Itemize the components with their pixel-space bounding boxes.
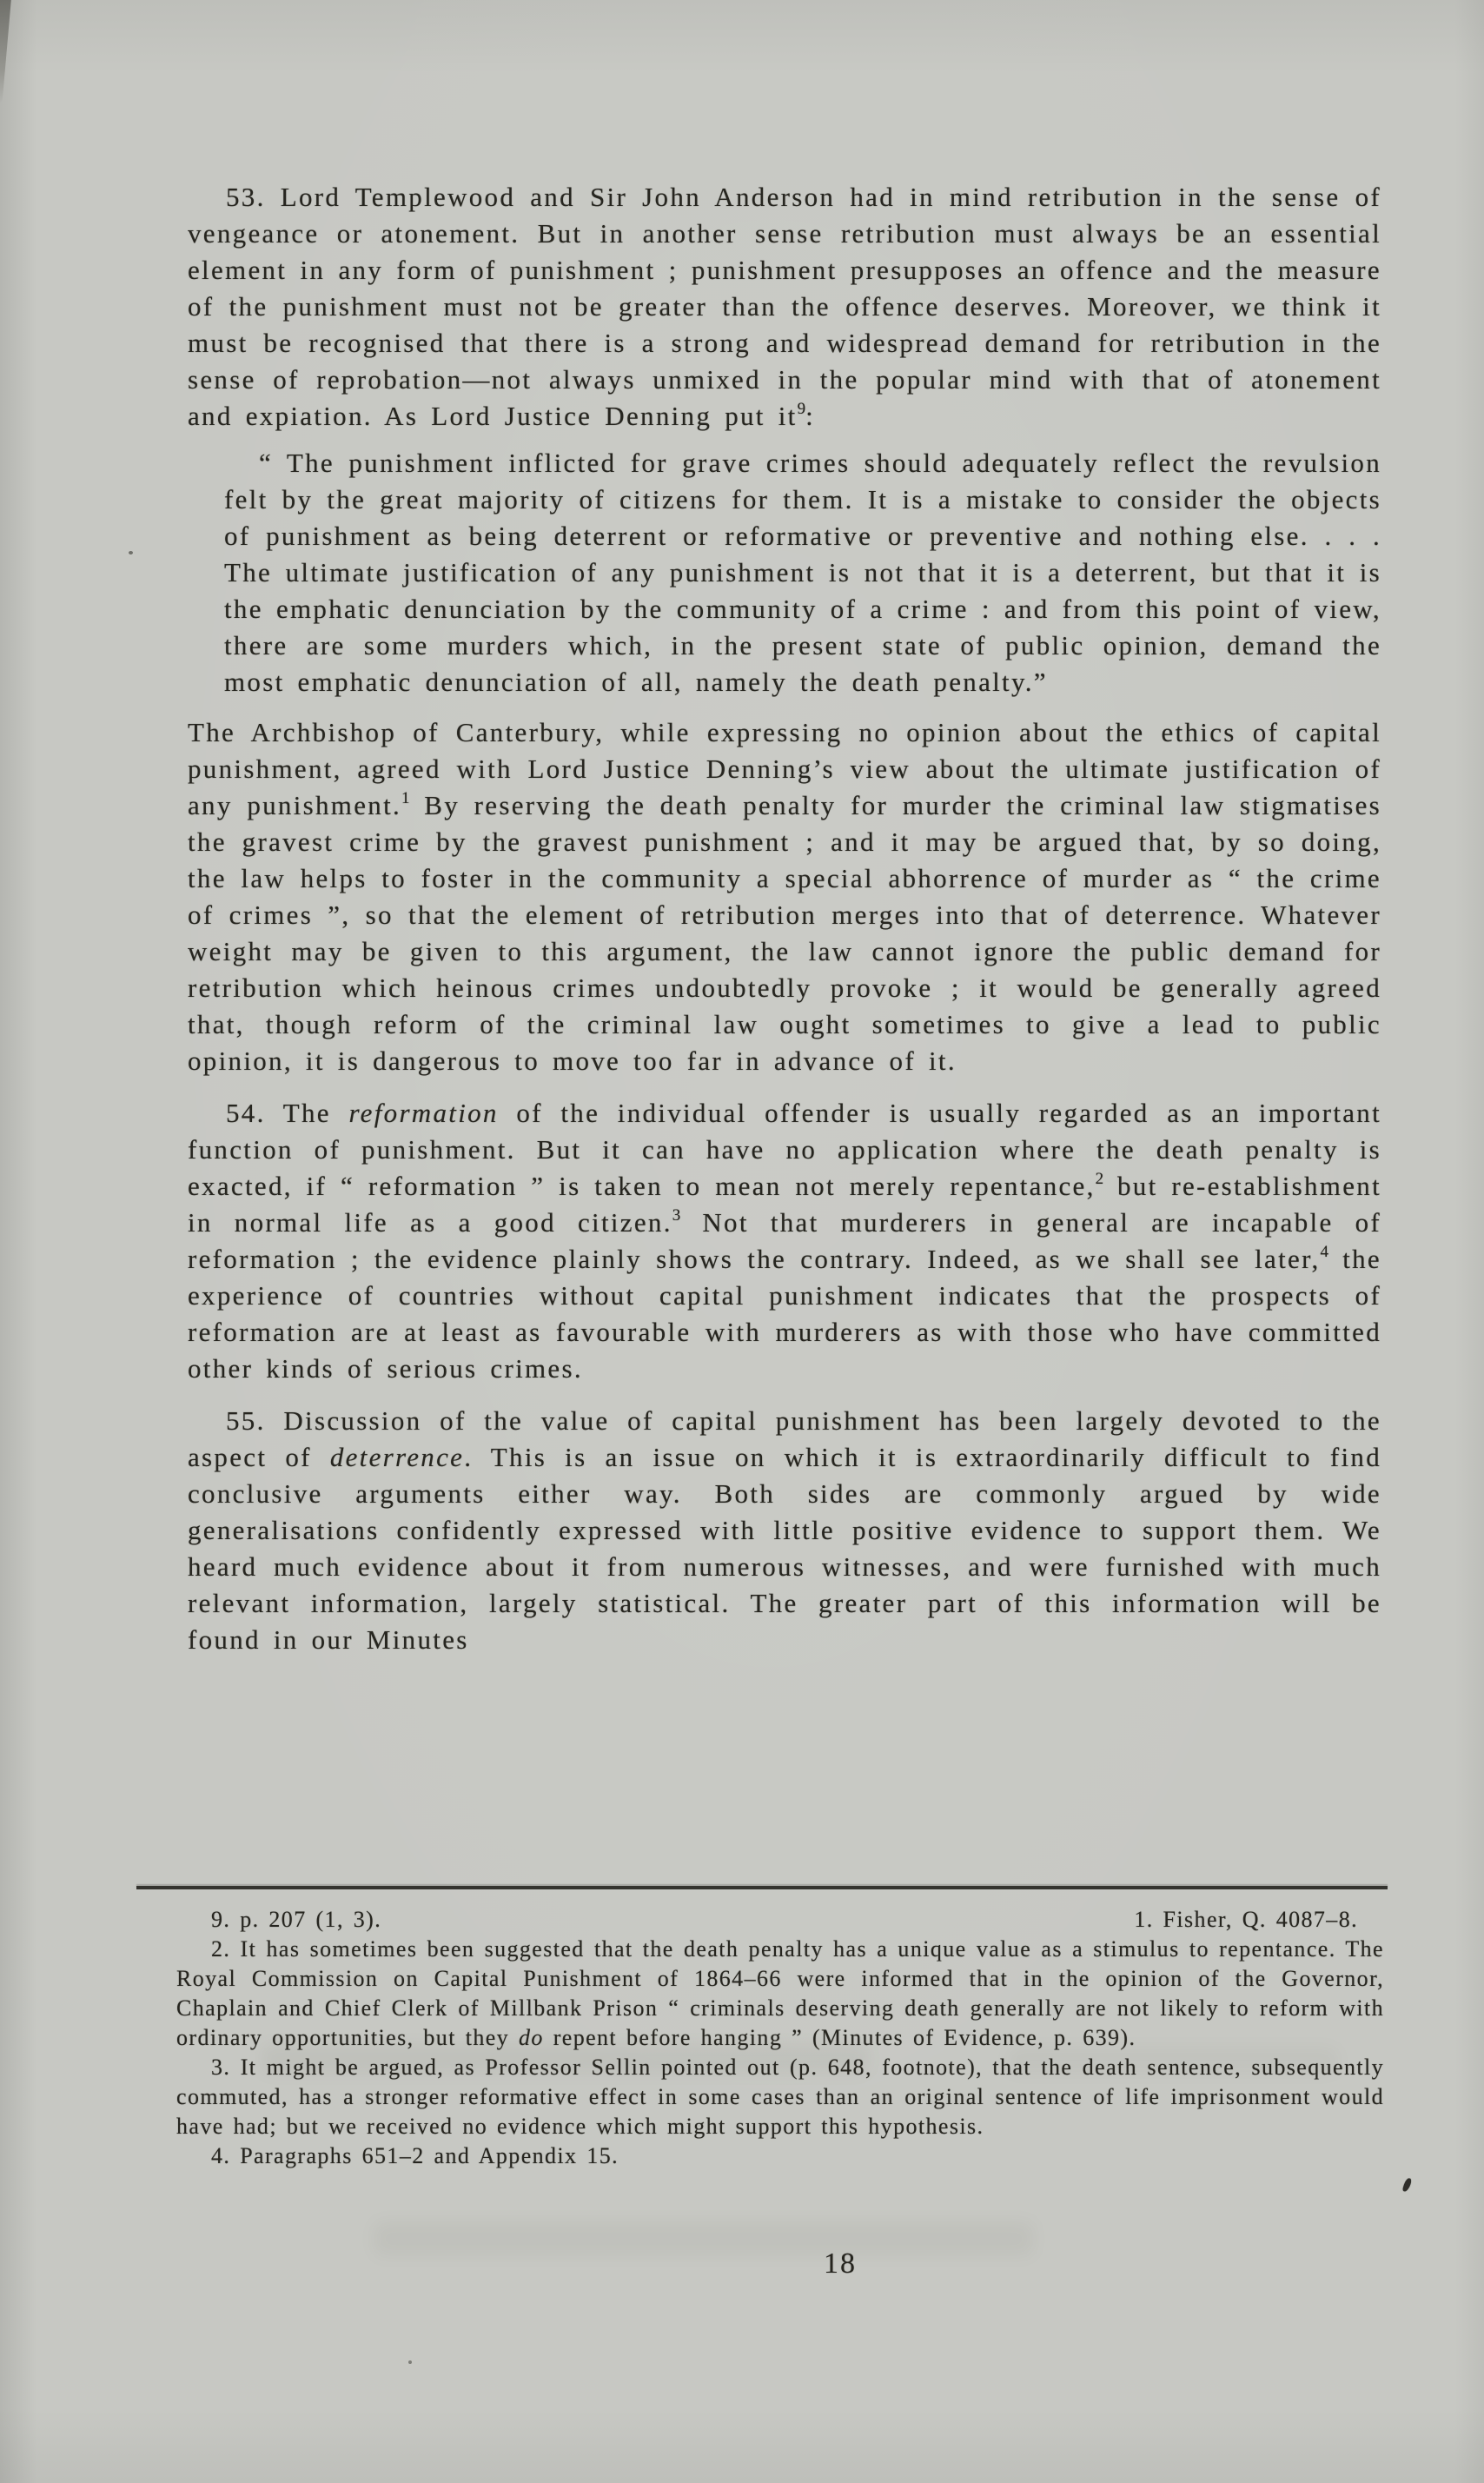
- italic-deterrence: deterrence: [329, 1442, 465, 1472]
- footnote-divider: [136, 1886, 1388, 1889]
- paragraph-53-text: 53. Lord Templewood and Sir John Anderson had in mind retribution in the sense of vengeance or atonement. But in another sense retribution must always be an essential element in any form of punishment ; punishment presupposes an offence and the measure of the punishment must not be greater than the offence deserves. Moreover, we think it must be recognised that there is a strong and widespread demand for retribution in the sense of reprobation—not always unmixed in the popular mind with that of atonement and expiation. As Lord Justice Denning put it: [188, 182, 1381, 431]
- paragraph-54-text-4: Not that murderers in general are incapable of reformation ; the evidence plainly shows the contrary. Indeed, as we shall see later,: [188, 1207, 1381, 1274]
- show-through-smudge: [374, 2221, 1034, 2256]
- footnote-1: 1. Fisher, Q. 4087–8.: [1134, 1907, 1358, 1932]
- paragraph-54-text-3: but re-establishment in normal life as a good citizen.: [188, 1171, 1381, 1238]
- scan-speck: [408, 2360, 412, 2364]
- paragraph-55: [188, 1403, 1381, 1658]
- footnote-ref-4: 4: [1320, 1242, 1329, 1261]
- footnote-ref-1: 1: [401, 788, 410, 807]
- paragraph-53: [188, 179, 1381, 435]
- scan-speck: [129, 551, 133, 554]
- paragraph-54-text-2: of the individual offender is usually regarded as an important function of punishment. But it can have no application where the death penalty is exacted, if “ reformation ” is taken to mean not merely repentance,: [188, 1098, 1381, 1201]
- footnote-ref-3: 3: [672, 1205, 681, 1225]
- italic-do: do: [518, 2025, 544, 2050]
- ink-mark: [1402, 2177, 1413, 2192]
- footnote-2-text-2: repent before hanging ” (Minutes of Evidence, p. 639).: [543, 2025, 1136, 2050]
- footnote-row: [176, 1905, 1384, 1935]
- paragraph-55-text-2: . This is an issue on which it is extraordinarily difficult to find conclusive arguments either way. Both sides are commonly argued by wide generalisations confidently expressed with little positive evidence to support them. We heard much evidence about it from numerous witnesses, and were furnished with much relevant information, largely statistical. The greater part of this information will be found in our Minutes: [188, 1442, 1381, 1655]
- italic-reformation: reformation: [348, 1098, 499, 1128]
- page-number: 18: [824, 2247, 857, 2280]
- footnotes-section: [176, 1905, 1384, 2171]
- footnote-9: 9. p. 207 (1, 3).: [211, 1907, 382, 1932]
- footnote-4: 4. Paragraphs 651–2 and Appendix 15.: [211, 2143, 619, 2168]
- paragraph-55-text: 55. Discussion of the value of capital punishment has been largely devoted to the aspect of: [188, 1405, 1381, 1472]
- footnote-2-text: 2. It has sometimes been suggested that the death penalty has a unique value as a stimulus to repentance. The Royal Commission on Capital Punishment of 1864–66 were informed that in the opinion of the Governor, Chaplain and Chief Clerk of Millbank Prison “ criminals deserving death generally are not likely to reform with ordinary opportunities, but they: [176, 1936, 1384, 2050]
- paragraph-54-text: 54. The: [226, 1098, 349, 1128]
- page-corner-shadow: [0, 0, 12, 104]
- paragraph-archbishop-text-2: By reserving the death penalty for murder the criminal law stigmatises the gravest crime by the gravest punishment ; and it may be argued that, by so doing, the law helps to foster in the community a special abhorrence of murder as “ the crime of crimes ”, so that the element of retribution merges into that of deterrence. Whatever weight may be given to this argument, the law cannot ignore the public demand for retribution which heinous crimes undoubtedly provoke ; it would be generally agreed that, though reform of the criminal law ought sometimes to give a lead to public opinion, it is dangerous to move too far in advance of it.: [188, 790, 1381, 1076]
- footnote-3: 3. It might be argued, as Professor Sellin pointed out (p. 648, footnote), that the death sentence, subsequently commuted, has a stronger reformative effect in some cases than an original sentence of life imprisonment would have had; but we received no evidence which might support this hypothesis.: [176, 2055, 1384, 2139]
- footnote-ref-9: 9: [797, 399, 806, 418]
- paragraph-54-text-5: the experience of countries without capital punishment indicates that the prospects of reformation are at least as favourable with murderers as with those who have committed other kinds of serious crimes.: [188, 1244, 1381, 1384]
- footnote-ref-2: 2: [1095, 1169, 1104, 1188]
- paragraph-archbishop: [188, 714, 1381, 1079]
- paragraph-54: [188, 1095, 1381, 1387]
- denning-quotation: “ The punishment inflicted for grave crimes should adequately reflect the revulsion felt by the great majority of citizens for them. It is a mistake to consider the objects of punishment as being deterrent or reformative or preventive and nothing else. . . . The ultimate justification of any punishment is not that it is a deterrent, but that it is the emphatic denunciation by the community of a crime : and from this point of view, there are some murders which, in the present state of public opinion, demand the most emphatic denunciation of all, namely the death penalty.”: [224, 448, 1381, 697]
- paragraph-53-colon: :: [805, 401, 816, 431]
- paragraph-archbishop-text: The Archbishop of Canterbury, while expressing no opinion about the ethics of capital punishment, agreed with Lord Justice Denning’s view about the ultimate justification of any punishment.: [188, 717, 1381, 820]
- footnote-2: [176, 1935, 1384, 2053]
- main-text-column: [188, 179, 1381, 1874]
